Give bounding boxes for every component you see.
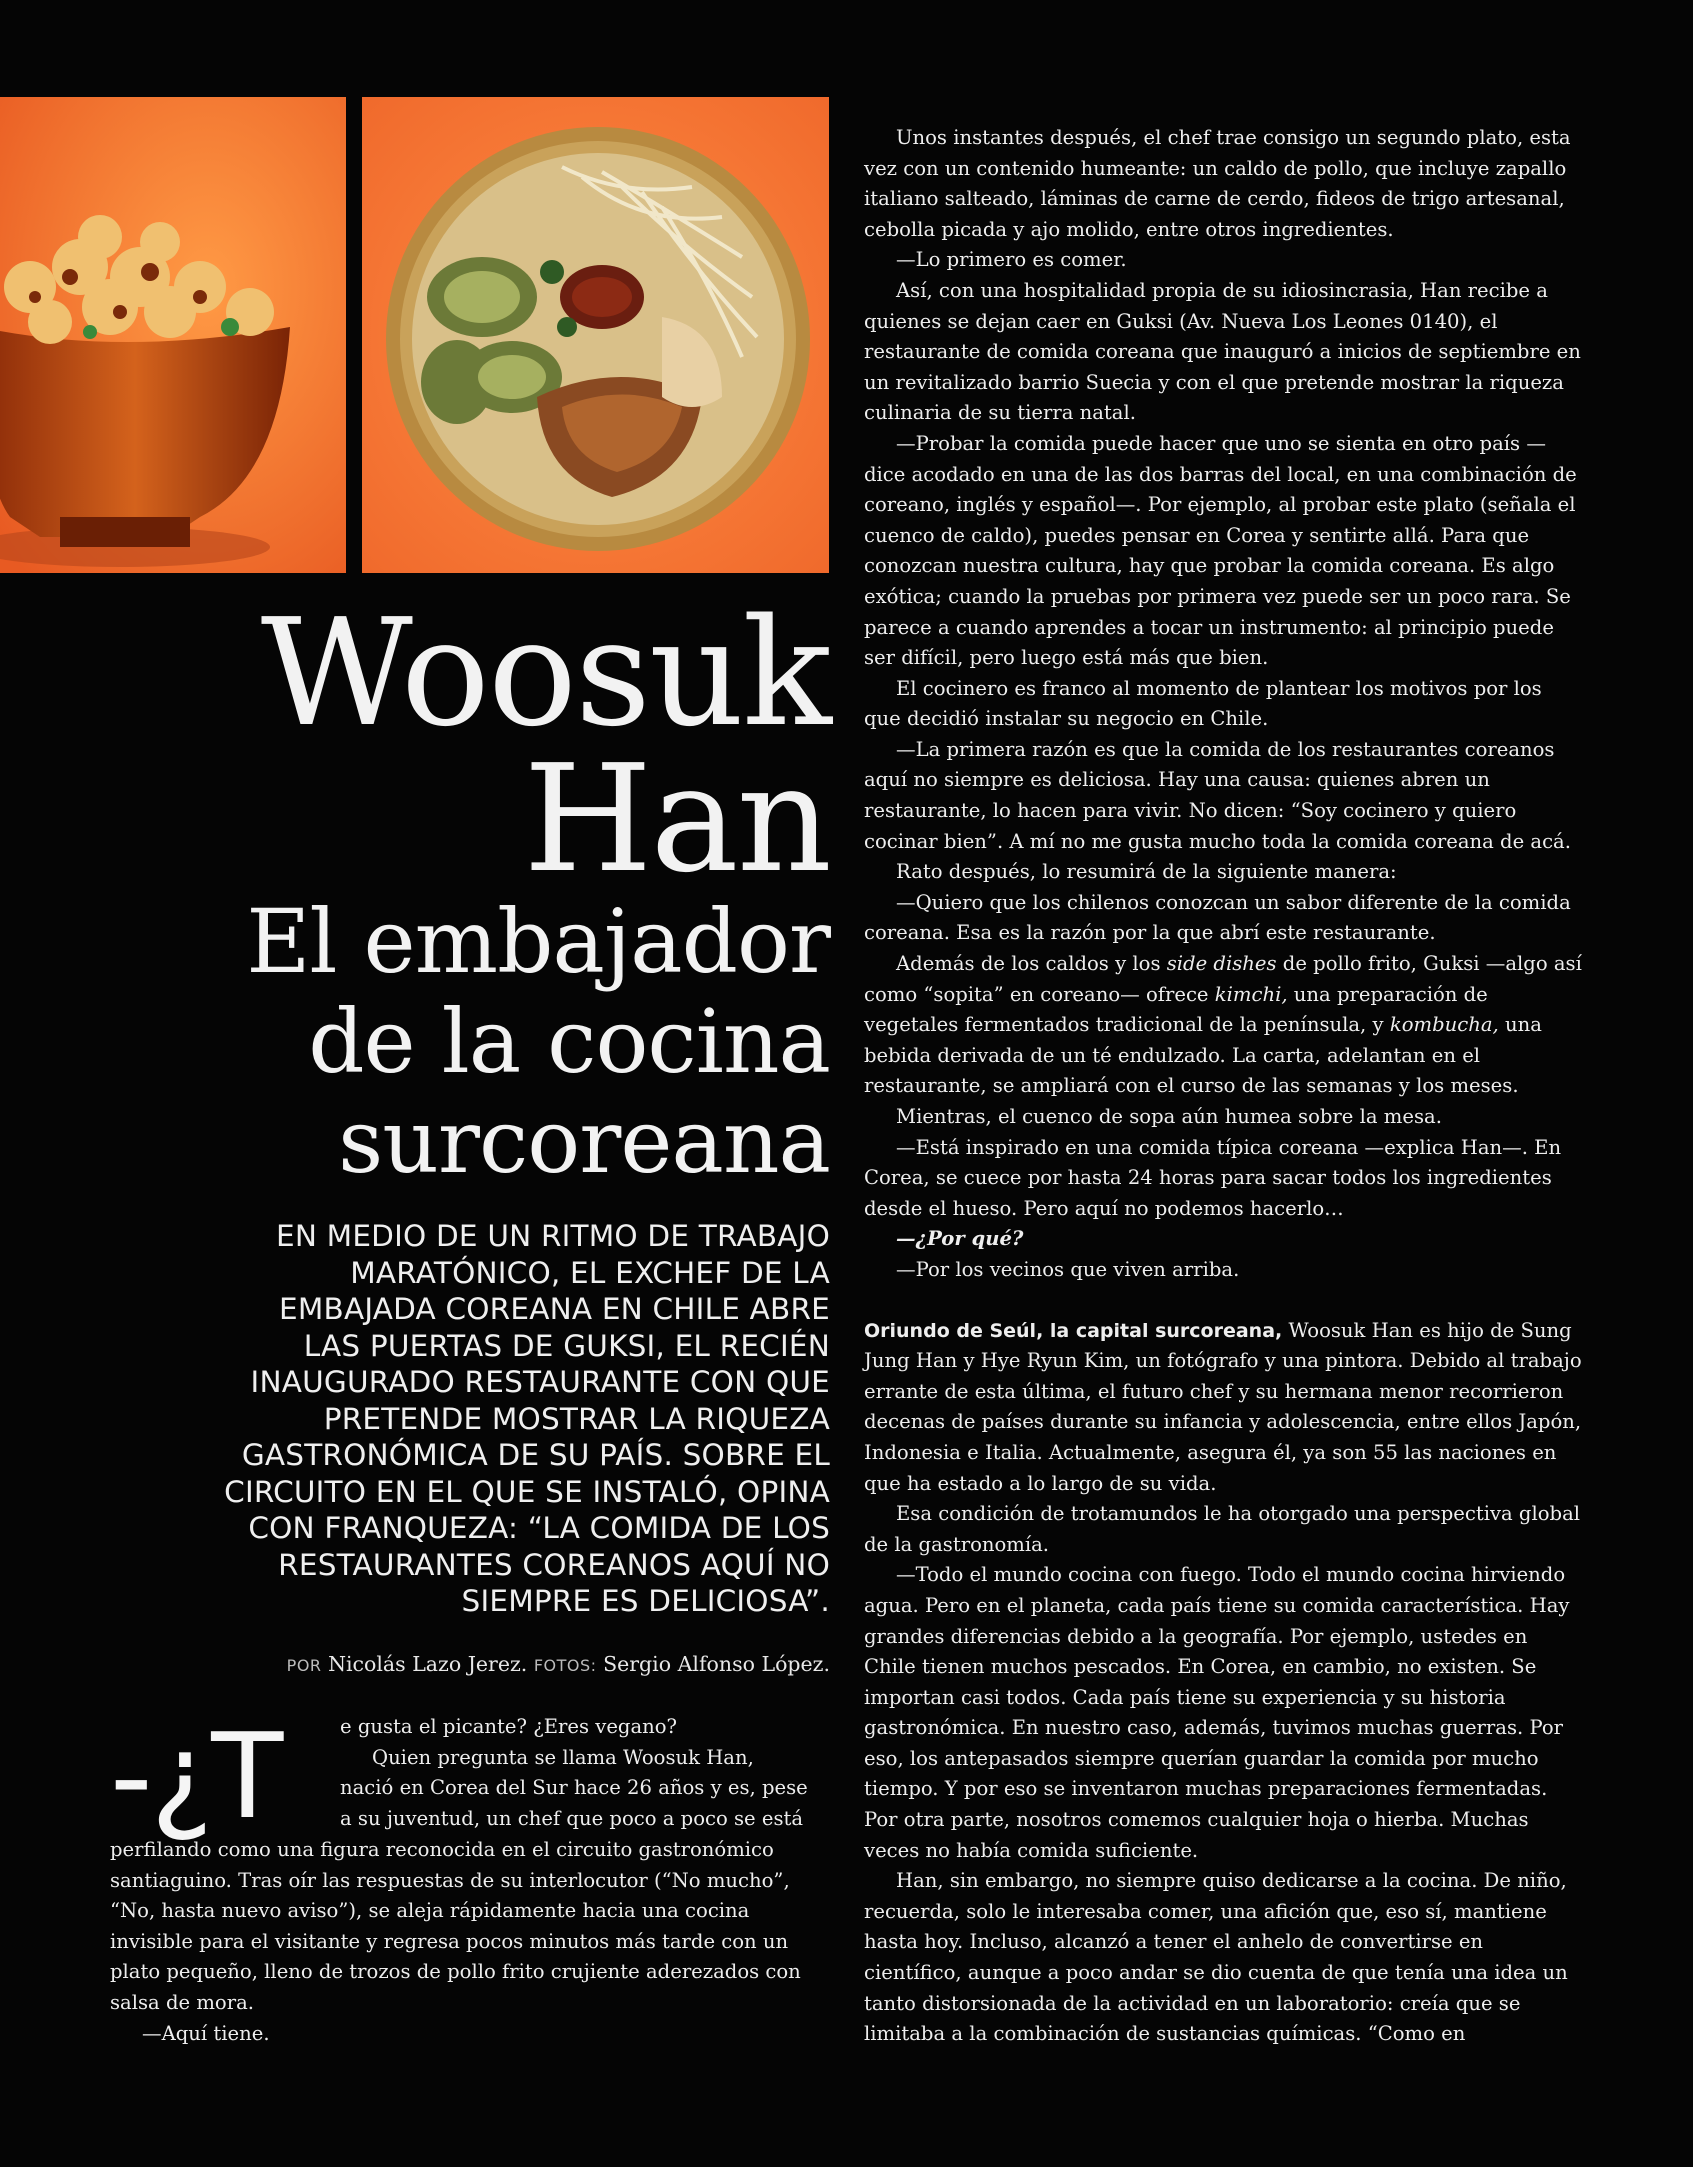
- text: una preparación de vegetales fermentados tradicional de la península, y: [864, 982, 1488, 1037]
- section-lead-in: Oriundo de Seúl, la capital surcoreana,: [864, 1319, 1283, 1342]
- paragraph: Rato después, lo resumirá de la siguiente manera:: [896, 860, 1397, 884]
- dropcap: -¿T: [110, 1707, 282, 1845]
- quote-paragraph: —Aquí tiene.: [142, 2021, 270, 2045]
- byline-author: Nicolás Lazo Jerez.: [328, 1652, 528, 1676]
- paragraph: Mientras, el cuenco de sopa aún humea sobre la mesa.: [896, 1105, 1442, 1128]
- dropcap-line: a su juventud, un chef que poco a poco se está: [340, 1806, 804, 1830]
- title-line-2: Han: [523, 733, 830, 905]
- dropcap-lines: [340, 1712, 830, 1834]
- dropcap-line: Quien pregunta se llama Woosuk Han,: [372, 1745, 754, 1769]
- right-body-column: [864, 123, 1584, 2050]
- byline-fotos-label: FOTOS:: [533, 1656, 597, 1675]
- paragraph: —La primera razón es que la comida de los restaurantes coreanos aquí no siempre es deliciosa. Hay una causa: quienes abren un restaurante, lo hacen para vivir. No dicen: “Soy cocinero y quiero cocinar bien”. A mí no me gusta mucho toda la comida coreana de acá.: [864, 737, 1571, 853]
- text: Woosuk Han es hijo de Sung Jung Han y Hye Ryun Kim, un fotógrafo y una pintora. Debido al trabajo errante de esta última, el futuro chef y su hermana menor recorrieron decenas de países durante su infancia y adolescencia, entre ellos Japón, Indonesia e Italia. Actualmente, asegura él, ya son 55 las naciones en que ha estado a lo largo de su vida.: [864, 1318, 1582, 1495]
- byline: [100, 1652, 830, 1676]
- deck-line: EN MEDIO DE UN RITMO DE TRABAJO: [276, 1219, 830, 1253]
- paragraph: perfilando como una figura reconocida en el circuito gastronómico santiaguino. Tras oír las respuestas de su interlocutor (“No mucho”, “No, hasta nuevo aviso”), se aleja rápidamente hacia una cocina invisible para el visitante y regresa pocos minutos más tarde con un plato pequeño, lleno de trozos de pollo frito crujiente aderezados con salsa de mora.: [110, 1838, 801, 2014]
- dropcap-line: e gusta el picante? ¿Eres vegano?: [340, 1715, 678, 1738]
- byline-photographer: Sergio Alfonso López.: [603, 1652, 830, 1676]
- paragraph: —Por los vecinos que viven arriba.: [896, 1257, 1240, 1281]
- paragraph: Han, sin embargo, no siempre quiso dedicarse a la cocina. De niño, recuerda, solo le interesaba comer, una afición que, eso sí, mantiene hasta hoy. Incluso, alcanzó a tener el anhelo de convertirse en científico, aunque a poco andar se dio cuenta de que tenía una idea un tanto distorsionada de la actividad en un laboratorio: creía que se limitaba a la combinación de sustancias químicas. “Como en: [864, 1869, 1568, 2046]
- dropcap-paragraph: [110, 1707, 830, 1845]
- subtitle-line-1: El embajador: [246, 890, 830, 993]
- text: de pollo frito, Guksi —algo así como “sopita” en coreano— ofrece: [864, 952, 1582, 1006]
- deck-line: LAS PUERTAS DE GUKSI, EL RECIÉN: [303, 1328, 830, 1363]
- paragraph: Esa condición de trotamundos le ha otorgado una perspectiva global de la gastronomía.: [864, 1502, 1581, 1556]
- italic-term: kombucha,: [1389, 1013, 1499, 1037]
- title-name: [120, 587, 830, 905]
- deck-line: EMBAJADA COREANA EN CHILE ABRE: [279, 1292, 830, 1326]
- paragraph: —Todo el mundo cocina con fuego. Todo el mundo cocina hirviendo agua. Pero en el planeta, cada país tiene su comida característica. Hay grandes diferencias debido a la geografía. Por ejemplo, ustedes en Chile tienen muchos pescados. En Corea, en cambio, no existen. Se importan casi todos. Cada país tiene su experiencia y su historia gastronómica. En nuestro caso, además, tuvimos muchas guerras. Por eso, los antepasados siempre querían guardar la comida por mucho tiempo. Y por eso se inventaron muchas preparaciones fermentadas. Por otra parte, nosotros comemos cualquier hoja o hierba. Muchas veces no había comida suficiente.: [864, 1563, 1570, 1862]
- byline-por-label: POR: [286, 1656, 322, 1675]
- paragraph: [864, 949, 1584, 1102]
- title-line-1: Woosuk: [260, 587, 830, 759]
- italic-term: side dishes: [1166, 952, 1277, 976]
- deck-line: INAUGURADO RESTAURANTE CON QUE: [250, 1365, 830, 1399]
- fried-chicken-bowl-photo: [0, 97, 346, 573]
- paragraph: —Probar la comida puede hacer que uno se sienta en otro país —dice acodado en una de las dos barras del local, en una combinación de coreano, inglés y español—. Por ejemplo, al probar este plato (señala el cuenco de caldo), puedes pensar en Corea y sentirte allá. Para que conozcan nuestra cultura, hay que probar la comida coreana. Es algo exótica; cuando la pruebas por primera vez puede ser un poco rara. Se parece a cuando aprendes a tocar un instrumento: al principio puede ser difícil, pero luego está más que bien.: [864, 431, 1577, 670]
- deck-line: GASTRONÓMICA DE SU PAÍS. SOBRE EL: [241, 1438, 830, 1472]
- deck-line: RESTAURANTES COREANOS AQUÍ NO: [278, 1547, 830, 1582]
- paragraph: —Lo primero es comer.: [896, 248, 1127, 272]
- deck-line: PRETENDE MOSTRAR LA RIQUEZA: [323, 1401, 830, 1436]
- deck-line: MARATÓNICO, EL EXCHEF DE LA: [350, 1255, 830, 1290]
- question-paragraph: —¿Por qué?: [896, 1227, 1024, 1251]
- left-body-column: [110, 1707, 830, 2049]
- subtitle-line-3: surcoreana: [338, 1090, 830, 1193]
- article-deck: [100, 1218, 830, 1620]
- deck-line: CON FRANQUEZA: “LA COMIDA DE LOS: [248, 1511, 830, 1545]
- paragraph: Así, con una hospitalidad propia de su idiosincrasia, Han recibe a quienes se dejan caer en Guksi (Av. Nueva Los Leones 0140), el restaurante de comida coreana que inauguró a inicios de septiembre en un revitalizado barrio Suecia y con el que pretende mostrar la riqueza culinaria de su tierra natal.: [864, 278, 1581, 425]
- deck-line: SIEMPRE ES DELICIOSA”.: [461, 1584, 830, 1618]
- paragraph: —Quiero que los chilenos conozcan un sabor diferente de la comida coreana. Esa es la razón por la que abrí este restaurante.: [864, 890, 1571, 945]
- paragraph: —Está inspirado en una comida típica coreana —explica Han—. En Corea, se cuece por hasta 24 horas para sacar todos los ingredientes desde el hueso. Pero aquí no podemos hacerlo…: [864, 1135, 1562, 1220]
- paragraph: Unos instantes después, el chef trae consigo un segundo plato, esta vez con un contenido humeante: un caldo de pollo, que incluye zapallo italiano salteado, láminas de carne de cerdo, fideos de trigo artesanal, cebolla picada y ajo molido, entre otros ingredientes.: [864, 126, 1571, 241]
- subtitle-line-2: de la cocina: [308, 990, 830, 1093]
- text: una bebida derivada de un té endulzado. La carta, adelantan en el restaurante, se ampliará con el curso de las semanas y los meses.: [864, 1013, 1542, 1098]
- paragraph: [864, 1316, 1584, 1500]
- article-subtitle: [120, 892, 830, 1192]
- dropcap-line: nació en Corea del Sur hace 26 años y es, pese: [340, 1776, 808, 1800]
- paragraph: El cocinero es franco al momento de plantear los motivos por los que decidió instalar su negocio en Chile.: [864, 676, 1542, 731]
- italic-term: kimchi,: [1214, 982, 1288, 1006]
- article-title: [120, 587, 830, 1193]
- text: Además de los caldos y los: [896, 952, 1167, 976]
- section-gap: [864, 1286, 1584, 1316]
- soup-bowl-photo: [362, 97, 829, 573]
- deck-line: CIRCUITO EN EL QUE SE INSTALÓ, OPINA: [224, 1474, 830, 1509]
